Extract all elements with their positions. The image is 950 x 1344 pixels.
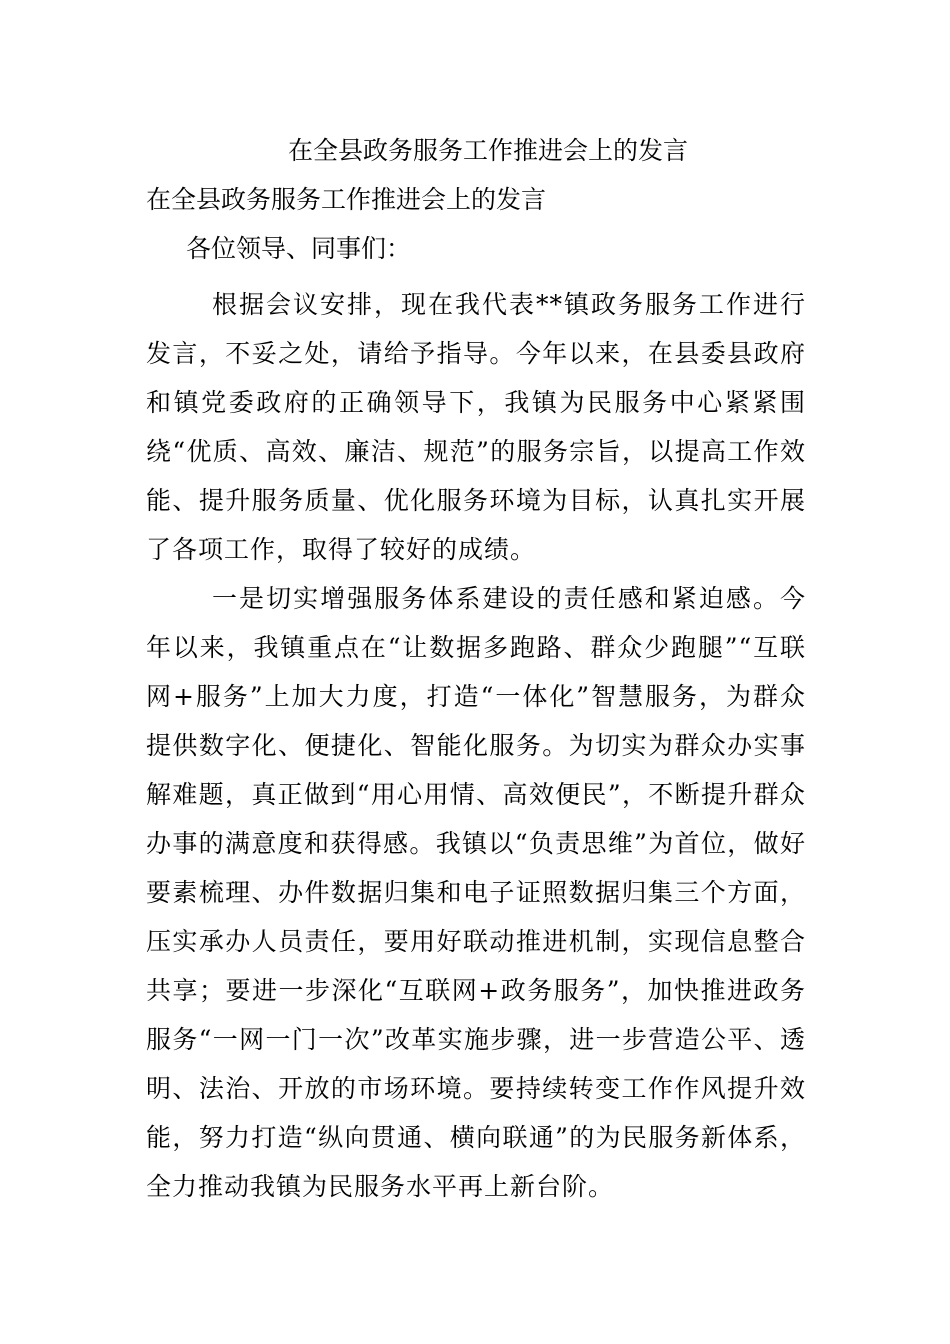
document-subtitle: 在全县政务服务工作推进会上的发言: [146, 185, 547, 214]
salutation: 各位领导、同事们：: [186, 234, 412, 263]
paragraph-intro: 根据会议安排，现在我代表**镇政务服务工作进行发言，不妥之处，请给予指导。今年以来，在县委县政府和镇党委政府的正确领导下，我镇为民服务中心紧紧围绕“优质、高效、廉洁、规范”的服务宗旨，以提高工作效能、提升服务质量、优化服务环境为目标，认真扎实开展了各项工作，取得了较好的成绩。: [146, 290, 806, 564]
document-title: 在全县政务服务工作推进会上的发言: [287, 136, 688, 165]
paragraph-point-one: 一是切实增强服务体系建设的责任感和紧迫感。今年以来，我镇重点在“让数据多跑路、群众少跑腿”“互联网+服务”上加大力度，打造“一体化”智慧服务，为群众提供数字化、便捷化、智能化服务。为切实为群众办实事解难题，真正做到“用心用情、高效便民”，不断提升群众办事的满意度和获得感。我镇以“负责思维”为首位，做好要素梳理、办件数据归集和电子证照数据归集三个方面，压实承办人员责任，要用好联动推进机制，实现信息整合共享；要进一步深化“互联网+政务服务”，加快推进政务服务“一网一门一次”改革实施步骤，进一步营造公平、透明、法治、开放的市场环境。要持续转变工作作风提升效能，努力打造“纵向贯通、横向联通”的为民服务新体系，全力推动我镇为民服务水平再上新台阶。: [146, 584, 806, 1201]
